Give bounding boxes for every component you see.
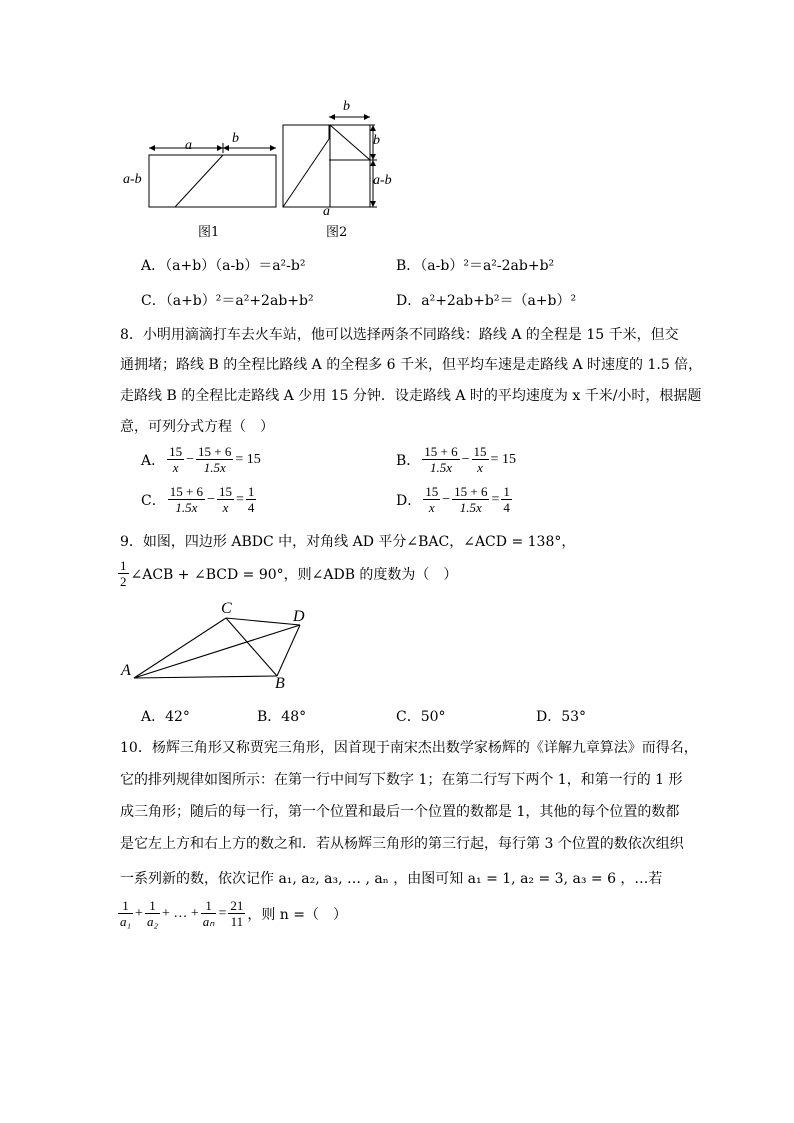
fig1-caption: 图1 [198, 225, 220, 240]
fig1-label-amb: a-b [123, 172, 142, 187]
q9-option-d[interactable]: D．53° [536, 709, 587, 725]
fraction: $\frac{1}{4}$ [247, 484, 255, 515]
fig2-label-b-top: b [343, 99, 350, 114]
fraction: $\frac{21}{11}$ [230, 898, 244, 929]
fraction: $\frac{1}{4}$ [503, 484, 510, 515]
q7-option-d[interactable] [396, 290, 576, 310]
fraction: $\frac{15 + 6}{1.5x}$ [169, 484, 204, 515]
fraction: $\frac{15}{x}$ [425, 484, 439, 515]
q10-line-4: 是它左上方和右上方的数之和．若从杨辉三角形的第三行起，每行第 3 个位置的数依次组织 [120, 836, 684, 852]
q10-sum-equation: $\frac{1}{\text{a₁}}$ + $\frac{1}{\text{a₂}}$ + … + $\frac{1}{\text{aₙ}}$ = $\frac{21}{11}$ ，则 n =（ ） [120, 898, 348, 929]
q7-option-a[interactable] [141, 255, 305, 275]
fig1-label-b: b [232, 131, 239, 146]
fig2-label-a: a [323, 204, 330, 219]
option-letter: D． [396, 492, 422, 509]
q10-line-1: 10．杨辉三角形又称贾宪三角形，因首现于南宋杰出数学家杨辉的《详解九章算法》而得名， [120, 740, 698, 756]
point-label-d: D [293, 608, 305, 625]
option-letter: C． [141, 492, 166, 509]
q8-option-a[interactable]: A． $\frac{15}{x}$ − $\frac{15 + 6}{1.5x}$ = 15 [141, 444, 261, 475]
q8-line-3: 走路线 B 的全程比走路线 A 少用 15 分钟．设走路线 A 时的平均速度为 x 千米/小时，根据题 [120, 388, 702, 404]
fig2-label-amb: a-b [373, 173, 392, 188]
q9-line-2: $\frac{1}{2}$ ∠ACB + ∠BCD = 90°，则∠ADB 的度数为（ ） [120, 558, 458, 589]
fraction: $\frac{15 + 6}{1.5x}$ [454, 484, 488, 515]
point-label-a: A [121, 662, 131, 679]
point-label-b: B [275, 675, 285, 692]
fraction: $\frac{1}{\text{a₂}}$ [146, 898, 158, 929]
fraction: $\frac{15 + 6}{1.5x}$ [198, 444, 232, 475]
option-text: a²+2ab+b²＝（a+b）² [421, 293, 577, 309]
figure-q7 [115, 95, 415, 245]
option-text: （a+b）²＝a²+2ab+b² [165, 293, 314, 309]
option-letter: A． [141, 452, 166, 469]
option-letter: A． [141, 258, 166, 274]
fig2-label-b-side: b [373, 133, 380, 148]
fraction-half: $\frac{1}{2}$ [120, 558, 127, 589]
q8-option-b[interactable]: B． $\frac{15 + 6}{1.5x}$ − $\frac{15}{x}$ = 15 [396, 444, 516, 475]
option-text: （a+b）（a-b）＝a²-b² [165, 258, 306, 274]
fraction: $\frac{15}{x}$ [169, 444, 183, 475]
option-letter: B． [396, 258, 421, 274]
q8-line-1: 8．小明用滴滴打车去火车站，他可以选择两条不同路线：路线 A 的全程是 15 千米，但交 [120, 327, 679, 343]
q9-line-1: 9．如图，四边形 ABDC 中，对角线 AD 平分∠BAC，∠ACD = 138°， [120, 534, 576, 550]
q7-option-b[interactable] [396, 255, 554, 275]
q7-option-c[interactable] [141, 290, 314, 310]
option-letter: D． [396, 293, 422, 309]
q9-option-a[interactable]: A．42° [141, 709, 190, 725]
point-label-c: C [221, 600, 232, 617]
option-letter: C． [141, 293, 166, 309]
q10-line-2: 它的排列规律如图所示：在第一行中间写下数字 1；在第二行写下两个 1，和第一行的 1 形 [120, 772, 683, 788]
q10-line-3: 成三角形；随后的每一行，第一个位置和最后一个位置的数都是 1，其他的每个位置的数都 [120, 804, 680, 820]
q9-option-b[interactable]: B．48° [257, 709, 307, 725]
fraction: $\frac{15}{x}$ [473, 444, 487, 475]
q8-option-c[interactable]: C． $\frac{15 + 6}{1.5x}$ − $\frac{15}{x}$ = $\frac{1}{4}$ [141, 484, 255, 515]
fig2-caption: 图2 [326, 225, 348, 240]
fraction: $\frac{15}{x}$ [218, 484, 232, 515]
fraction: $\frac{15 + 6}{1.5x}$ [424, 444, 458, 475]
fraction: $\frac{1}{\text{aₙ}}$ [202, 898, 215, 929]
option-text: （a-b）²＝a²-2ab+b² [420, 258, 555, 274]
q9-option-c[interactable]: C．50° [396, 709, 446, 725]
fraction: $\frac{1}{\text{a₁}}$ [120, 898, 132, 929]
q8-option-d[interactable]: D． $\frac{15}{x}$ − $\frac{15 + 6}{1.5x}$ = $\frac{1}{4}$ [396, 484, 510, 515]
option-letter: B． [396, 452, 421, 469]
q8-line-2: 通拥堵；路线 B 的全程比路线 A 的全程多 6 千米，但平均车速是走路线 A 时速度的 1.5 倍， [120, 357, 703, 373]
q10-line-5: 一系列新的数，依次记作 a₁, a₂, a₃, … , aₙ ，由图可知 a₁ = 1, a₂ = 3, a₃ = 6 ，…若 [120, 871, 663, 887]
fig1-label-a: a [185, 138, 192, 153]
q8-line-4: 意，可列分式方程（ ） [120, 419, 274, 435]
